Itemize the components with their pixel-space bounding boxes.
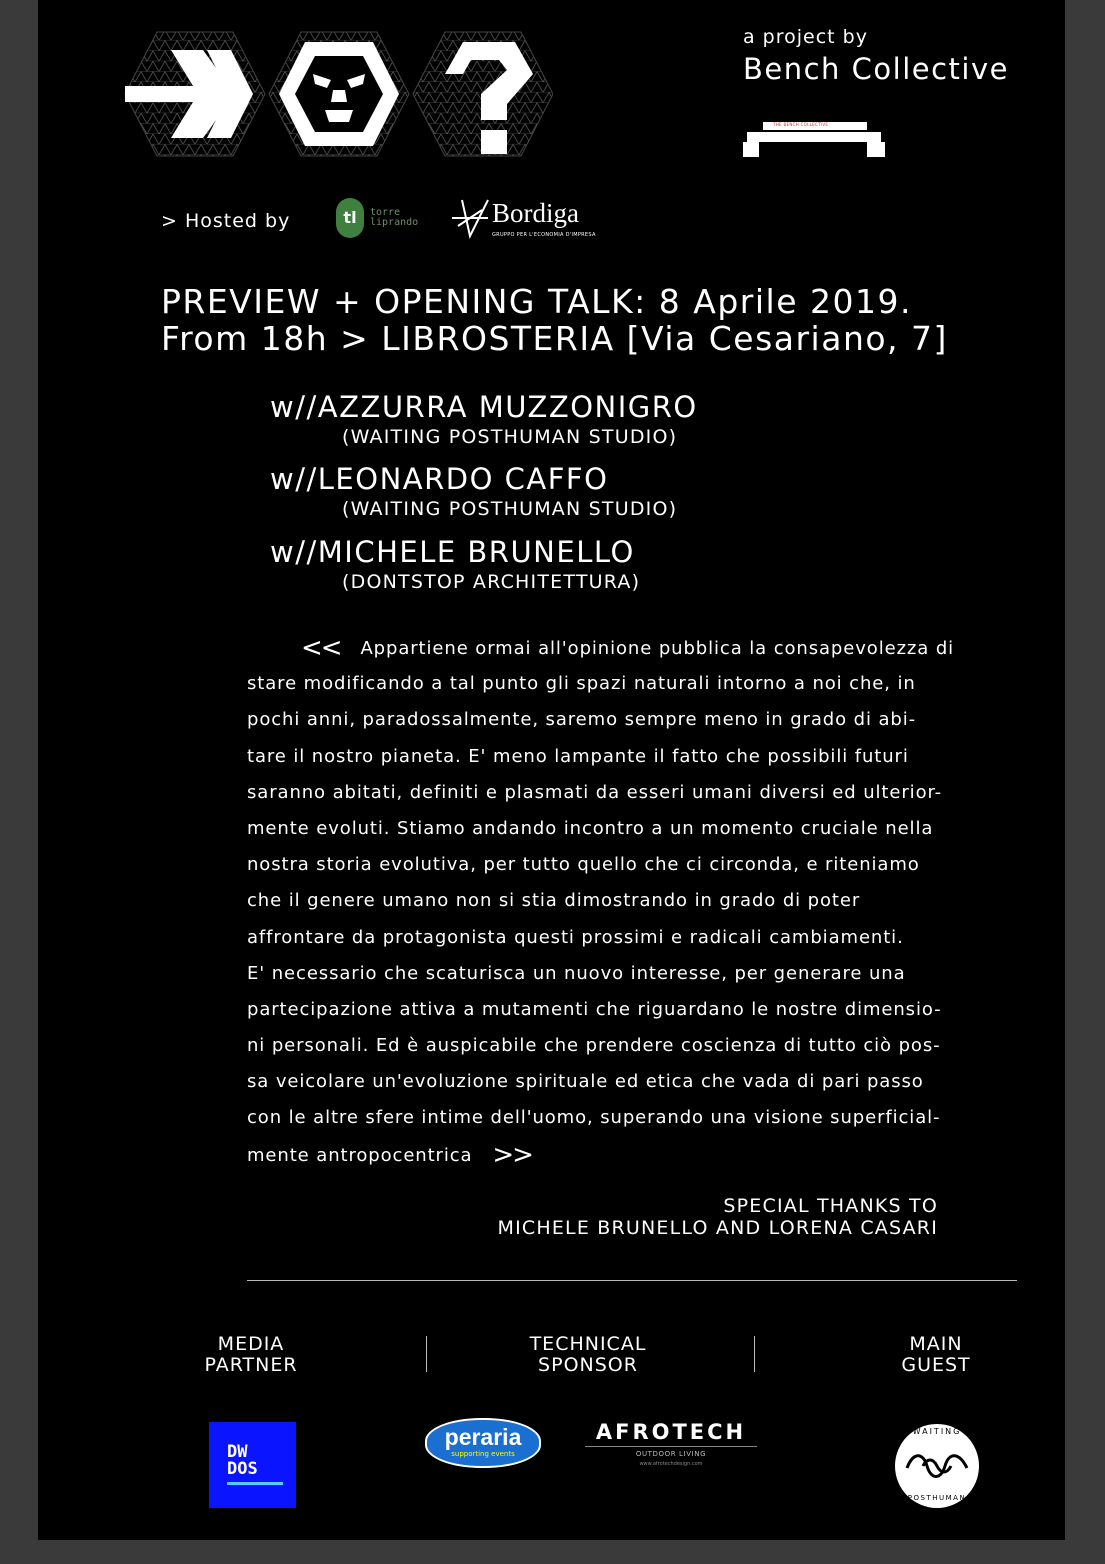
media-partner-label-line: MEDIA: [217, 1333, 285, 1355]
footer-divider: [247, 1280, 1017, 1281]
quote-line: stare modificando a tal punto gli spazi naturali intorno a noi che, in: [247, 673, 916, 695]
peraria-name: peraria: [444, 1424, 522, 1450]
bordiga-logo: [448, 196, 598, 240]
quote-line: partecipazione attiva a mutamenti che riguardano le nostre dimensio-: [247, 998, 942, 1020]
afrotech-logo: [585, 1420, 757, 1467]
peraria-badge: [425, 1418, 541, 1468]
guest-2: [270, 462, 608, 496]
waiting-text: WAITING: [912, 1427, 962, 1436]
main-guest-label-line: MAIN: [909, 1333, 963, 1355]
arrow-hex-icon: [125, 32, 265, 156]
quote-line: sa veicolare un'evoluzione spirituale ed etica che vada di pari passo: [247, 1071, 924, 1093]
guest-affiliation: (WAITING POSTHUMAN STUDIO): [342, 426, 678, 448]
manifesto-quote: [247, 630, 1047, 1173]
quote-line: ni personali. Ed è auspicabile che prendere coscienza di tutto ciò pos-: [247, 1035, 941, 1057]
guest-name: w//MICHELE BRUNELLO: [270, 535, 635, 569]
quote-close-mark: >>: [492, 1139, 532, 1170]
guest-affiliation: (DONTSTOP ARCHITETTURA): [342, 571, 641, 593]
bordiga-mark-icon: [448, 196, 492, 240]
quote-line: che il genere umano non si stia dimostrando in grado di poter: [247, 890, 861, 912]
project-by-label: a project by: [743, 26, 868, 48]
quote-line-text: Appartiene ormai all'opinione pubblica la consapevolezza di: [360, 638, 955, 659]
quote-line: E' necessario che scaturisca un nuovo interesse, per generare una: [247, 962, 906, 984]
footer-separator: [754, 1336, 755, 1372]
technical-sponsor-label: [508, 1334, 668, 1376]
afrotech-url: www.afrotechdesign.com: [639, 1461, 703, 1467]
quote-line: tare il nostro pianeta. E' meno lampante il fatto che possibili futuri: [247, 745, 909, 767]
guest-name: w//LEONARDO CAFFO: [270, 462, 609, 496]
quote-line-text: mente antropocentrica: [247, 1144, 473, 1166]
peraria-logo: [425, 1418, 541, 1468]
collective-name: Bench Collective: [743, 52, 1009, 86]
quote-line: mente evoluti. Stiamo andando incontro a un momento cruciale nella: [247, 817, 934, 839]
torre-text: torre: [370, 207, 401, 218]
guest-name: w//AZZURRA MUZZONIGRO: [270, 390, 698, 424]
bench-logo-text: THE BENCH COLLECTIVE: [773, 122, 829, 127]
peraria-subtitle: supporting events: [451, 1450, 515, 1458]
quote-line: nostra storia evolutiva, per tutto quello che ci circonda, e riteniamo: [247, 854, 920, 876]
bordiga-name: Bordiga: [492, 198, 579, 228]
guest-3: [270, 535, 635, 569]
guest-affiliation: (WAITING POSTHUMAN STUDIO): [342, 498, 678, 520]
dwdos-line-1: DW: [227, 1442, 248, 1462]
posthuman-text: POSTHUMAN: [907, 1494, 967, 1502]
main-guest-label: [888, 1334, 984, 1376]
liprando-text: liprando: [370, 217, 419, 228]
quote-line: saranno abitati, definiti e plasmati da esseri umani diversi ed ulterior-: [247, 781, 943, 803]
dwdos-logo: [209, 1422, 296, 1508]
hexagon-logo-graphic: [123, 30, 553, 158]
main-guest-label-line: GUEST: [901, 1354, 971, 1376]
quote-open-mark: <<: [301, 633, 341, 663]
event-poster: [38, 0, 1065, 1540]
afrotech-subtitle: OUTDOOR LIVING: [585, 1446, 757, 1458]
bordiga-subtitle: GRUPPO PER L'ECONOMIA D'IMPRESA: [492, 232, 596, 238]
quote-line: [247, 1137, 1047, 1173]
torre-liprando-icon: tl: [336, 198, 364, 238]
waiting-posthuman-logo: [893, 1422, 981, 1514]
thanks-line-2: MICHELE BRUNELLO AND LORENA CASARI: [497, 1217, 938, 1239]
headline-line-2: From 18h > LIBROSTERIA [Via Cesariano, 7]: [161, 319, 948, 358]
technical-sponsor-label-line: SPONSOR: [538, 1354, 638, 1376]
dwdos-line-2: DOS: [227, 1459, 258, 1479]
media-partner-label-line: PARTNER: [204, 1354, 298, 1376]
face-hex-icon: [269, 32, 409, 156]
dwdos-underline: [227, 1482, 283, 1485]
quote-line: con le altre sfere intime dell'uomo, superando una visione superficial-: [247, 1107, 941, 1129]
guest-1: [270, 390, 698, 424]
media-partner-label: [188, 1334, 314, 1376]
footer-separator: [426, 1336, 427, 1372]
quote-line: pochi anni, paradossalmente, saremo sempre meno in grado di abi-: [247, 709, 917, 731]
special-thanks: [497, 1195, 938, 1239]
hexagon-logo: [123, 30, 553, 158]
quote-line: [247, 630, 1047, 666]
question-hex-icon: [413, 30, 553, 156]
quote-line: affrontare da protagonista questi prossimi e radicali cambiamenti.: [247, 926, 904, 948]
technical-sponsor-label-line: TECHNICAL: [529, 1333, 647, 1355]
bench-logo: [743, 120, 885, 164]
event-headline: [161, 283, 948, 357]
torre-liprando-logo: [336, 198, 418, 238]
headline-line-1: PREVIEW + OPENING TALK: 8 Aprile 2019.: [161, 282, 912, 321]
afrotech-name: AFROTECH: [595, 1420, 747, 1444]
thanks-line-1: SPECIAL THANKS TO: [723, 1195, 938, 1217]
hosted-by-label: > Hosted by: [161, 210, 291, 232]
